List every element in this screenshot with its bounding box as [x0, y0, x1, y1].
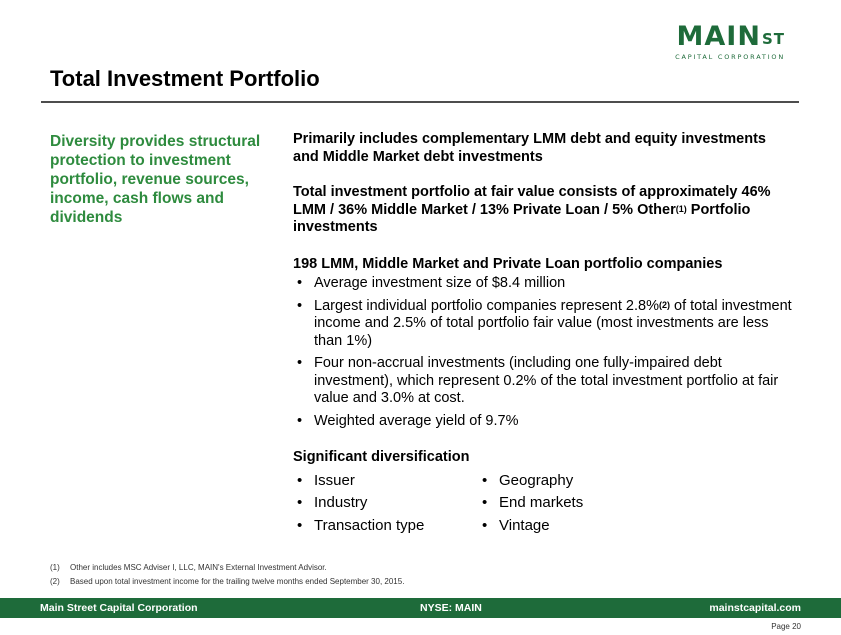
footnote: (1) Other includes MSC Adviser I, LLC, MAIN's External Investment Advisor.	[50, 563, 327, 572]
logo-wordmark: $MAIN^{ST}$	[676, 21, 785, 52]
diversification-heading: Significant diversification	[293, 449, 470, 465]
logo-subtitle: CAPITAL CORPORATION	[675, 53, 785, 61]
list-item: • Largest individual portfolio companies represent 2.8%$^{(2)}$ of total investment income and 2.5% of total portfolio fair value (most investments are less than 1%)	[293, 298, 793, 351]
diversity-callout: Diversity provides structural protection to investment portfolio, revenue sources, income, cash flows and dividends	[50, 133, 261, 226]
main-content	[293, 131, 793, 537]
list-item: • Issuer	[293, 470, 478, 493]
footnotes	[50, 561, 404, 589]
list-item: • End markets	[478, 492, 663, 515]
list-item: • Industry	[293, 492, 478, 515]
page-number: Page 20	[771, 622, 801, 631]
diversification-list	[293, 470, 793, 538]
list-item: • Vintage	[478, 515, 663, 538]
list-item: • Geography	[478, 470, 663, 493]
list-item: • Four non-accrual investments (including one fully-impaired debt investment), which represent 0.2% of the total investment portfolio at fair value and 3.0% at cost.	[293, 355, 793, 408]
footer-website: mainstcapital.com	[709, 602, 801, 614]
footer-ticker: NYSE: MAIN	[420, 602, 482, 614]
portfolio-companies-heading: 198 LMM, Middle Market and Private Loan portfolio companies	[293, 255, 723, 272]
list-item: • Weighted average yield of 9.7%	[293, 413, 793, 431]
portfolio-bullet-list	[293, 275, 793, 430]
footnote: (2) Based upon total investment income for the trailing twelve months ended September 30, 2015.	[50, 577, 405, 586]
page-title: Total Investment Portfolio	[50, 66, 320, 91]
list-item: • Average investment size of $8.4 million	[293, 275, 793, 293]
fair-value-breakdown: Total investment portfolio at fair value consists of approximately 46% LMM / 36% Middle Market / 13% Private Loan / 5% Other$^{(1)}$ Portfolio investments	[293, 184, 771, 235]
footer-company: Main Street Capital Corporation	[40, 602, 198, 614]
list-item: • Transaction type	[293, 515, 478, 538]
company-logo	[675, 22, 785, 61]
footer-bar	[0, 598, 841, 618]
title-divider	[41, 101, 799, 103]
portfolio-description: Primarily includes complementary LMM debt and equity investments and Middle Market debt investments	[293, 131, 766, 165]
